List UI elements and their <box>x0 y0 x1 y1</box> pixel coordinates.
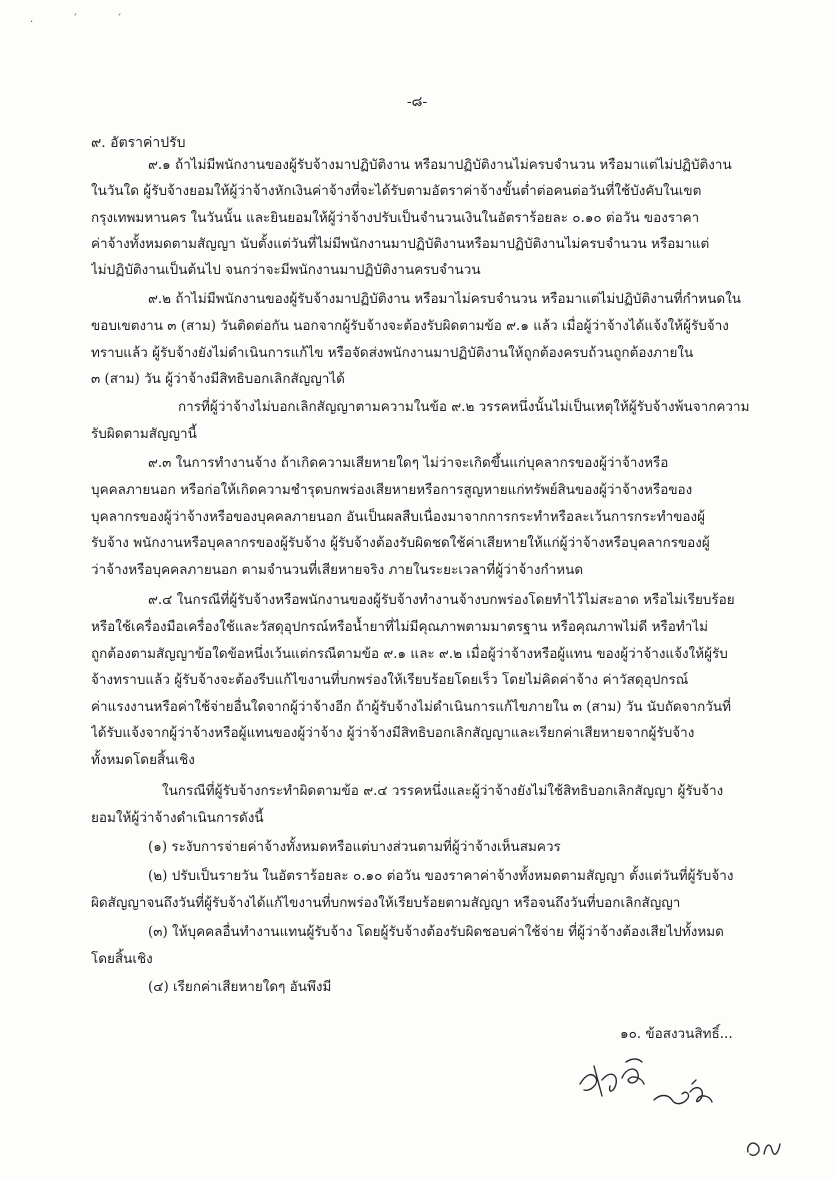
paragraph-line: ทั้งหมดโดยสิ้นเชิง <box>91 752 195 768</box>
handwritten-signature <box>572 1044 772 1124</box>
paragraph-line: การที่ผู้ว่าจ้างไม่บอกเลิกสัญญาตามความในข้อ ๙.๒ วรรคหนึ่งนั้นไม่เป็นเหตุให้ผู้รับจ้างพ้นจากความ <box>178 399 750 415</box>
handwritten-page-mark <box>740 1130 800 1170</box>
paragraph-line: ค่าแรงงานหรือค่าใช้จ่ายอื่นใดจากผู้ว่าจ้างอีก ถ้าผู้รับจ้างไม่ดำเนินการแก้ไขภายใน ๓ (สาม) วัน นับถัดจากวันที่ <box>91 699 732 715</box>
paragraph-line: จ้างทราบแล้ว ผู้รับจ้างจะต้องรีบแก้ไขงานที่บกพร่องให้เรียบร้อยโดยเร็ว โดยไม่คิดค่าจ้าง ค่าวัสดุอุปกรณ์ <box>91 672 689 688</box>
list-item: (๔) เรียกค่าเสียหายใดๆ อันพึงมี <box>148 979 332 995</box>
paragraph-line: โดยสิ้นเชิง <box>91 951 153 967</box>
paragraph-line: ในวันใด ผู้รับจ้างยอมให้ผู้ว่าจ้างหักเงินค่าจ้างที่จะได้รับตามอัตราค่าจ้างขั้นต่ำต่อคนต่อวันที่ใช้บังคับในเขต <box>91 183 702 199</box>
paragraph-line: ๙.๔ ในกรณีที่ผู้รับจ้างหรือพนักงานของผู้รับจ้างทำงานจ้างบกพร่องโดยทำไว้ไม่สะอาด หรือไม่เรียบร้อย <box>148 592 735 608</box>
paragraph-line: รับผิดตามสัญญานี้ <box>91 426 197 442</box>
paragraph-line: ๙.๑ ถ้าไม่มีพนักงานของผู้รับจ้างมาปฏิบัติงาน หรือมาปฏิบัติงานไม่ครบจำนวน หรือมาแต่ไม่ปฏิบัติงาน <box>148 157 732 173</box>
paragraph-line: ค่าจ้างทั้งหมดตามสัญญา นับตั้งแต่วันที่ไม่มีพนักงานมาปฏิบัติงานหรือมาปฏิบัติงานไม่ครบจำนวน หรือมาแต่ <box>91 236 710 252</box>
paragraph-line: รับจ้าง พนักงานหรือบุคลากรของผู้รับจ้าง ผู้รับจ้างต้องรับผิดชดใช้ค่าเสียหายให้แก่ผู้ว่าจ้างหรือบุคลากรของผู้ <box>91 535 710 551</box>
next-section-pointer: ๑๐. ข้อสงวนสิทธิ์... <box>620 1026 733 1042</box>
paragraph-line: ถูกต้องตามสัญญาข้อใดข้อหนึ่งเว้นแต่กรณีตามข้อ ๙.๑ และ ๙.๒ เมื่อผู้ว่าจ้างหรือผู้แทน ของผู้ว่าจ้างแจ้งให้ผู้รับ <box>91 646 728 662</box>
paragraph-line: บุคคลภายนอก หรือก่อให้เกิดความชำรุดบกพร่องเสียหายหรือการสูญหายแก่ทรัพย์สินของผู้ว่าจ้างหรือของ <box>91 482 693 498</box>
paragraph-line: ได้รับแจ้งจากผู้ว่าจ้างหรือผู้แทนของผู้ว่าจ้าง ผู้ว่าจ้างมีสิทธิบอกเลิกสัญญาและเรียกค่าเสียหายจากผู้รับจ้าง <box>91 725 695 741</box>
paragraph-line: ในกรณีที่ผู้รับจ้างกระทำผิดตามข้อ ๙.๔ วรรคหนึ่งและผู้ว่าจ้างยังไม่ใช้สิทธิบอกเลิกสัญญา ผู้รับจ้าง <box>162 783 724 799</box>
list-item: (๒) ปรับเป็นรายวัน ในอัตราร้อยละ ๐.๑๐ ต่อวัน ของราคาค่าจ้างทั้งหมดตามสัญญา ตั้งแต่วันที่ผู้รับจ้าง <box>148 868 734 884</box>
paragraph-line: ขอบเขตงาน ๓ (สาม) วันติดต่อกัน นอกจากผู้รับจ้างจะต้องรับผิดตามข้อ ๙.๑ แล้ว เมื่อผู้ว่าจ้างได้แจ้งให้ผู้รับจ้าง <box>91 318 729 334</box>
paragraph-line: ทราบแล้ว ผู้รับจ้างยังไม่ดำเนินการแก้ไข หรือจัดส่งพนักงานมาปฏิบัติงานให้ถูกต้องครบถ้วนถูกต้องภายใน <box>91 345 694 361</box>
paragraph-line: ยอมให้ผู้ว่าจ้างดำเนินการดังนี้ <box>91 810 264 826</box>
paragraph-line: ๙.๓ ในการทำงานจ้าง ถ้าเกิดความเสียหายใดๆ ไม่ว่าจะเกิดขึ้นแก่บุคลากรของผู้ว่าจ้างหรือ <box>148 455 669 471</box>
paragraph-line: บุคลากรของผู้ว่าจ้างหรือของบุคคลภายนอก อันเป็นผลสืบเนื่องมาจากการกระทำหรือละเว้นการกระทำของผู้ <box>91 509 706 525</box>
paragraph-line: ว่าจ้างหรือบุคคลภายนอก ตามจำนวนที่เสียหายจริง ภายในระยะเวลาที่ผู้ว่าจ้างกำหนด <box>91 562 584 578</box>
paragraph-line: กรุงเทพมหานคร ในวันนั้น และยินยอมให้ผู้ว่าจ้างปรับเป็นจำนวนเงินในอัตราร้อยละ ๐.๑๐ ต่อวัน ของราคา <box>91 210 700 226</box>
paragraph-line: ผิดสัญญาจนถึงวันที่ผู้รับจ้างได้แก้ไขงานที่บกพร่องให้เรียบร้อยตามสัญญา หรือจนถึงวันที่บอกเลิกสัญญา <box>91 895 681 911</box>
paragraph-line: หรือใช้เครื่องมือเครื่องใช้และวัสดุอุปกรณ์หรือน้ำยาที่ไม่มีคุณภาพตามมาตรฐาน หรือคุณภาพไม่ดี หรือทำไม่ <box>91 619 709 635</box>
paragraph-line: ไม่ปฏิบัติงานเป็นต้นไป จนกว่าจะมีพนักงานมาปฏิบัติงานครบจำนวน <box>91 262 481 278</box>
paragraph-line: ๙.๒ ถ้าไม่มีพนักงานของผู้รับจ้างมาปฏิบัติงาน หรือมาไม่ครบจำนวน หรือมาแต่ไม่ปฏิบัติงานที่กำหนดใน <box>148 291 742 307</box>
list-item: (๓) ให้บุคคลอื่นทำงานแทนผู้รับจ้าง โดยผู้รับจ้างต้องรับผิดชอบค่าใช้จ่าย ที่ผู้ว่าจ้างต้องเสียไปทั้งหมด <box>148 924 724 940</box>
section-heading: ๙. อัตราค่าปรับ <box>91 135 186 151</box>
paragraph-line: ๓ (สาม) วัน ผู้ว่าจ้างมีสิทธิบอกเลิกสัญญาได้ <box>91 371 345 387</box>
page-specks: . ´ ´ <box>30 14 140 25</box>
list-item: (๑) ระงับการจ่ายค่าจ้างทั้งหมดหรือแต่บางส่วนตามที่ผู้ว่าจ้างเห็นสมควร <box>148 839 561 855</box>
page-number: -๘- <box>406 94 428 110</box>
